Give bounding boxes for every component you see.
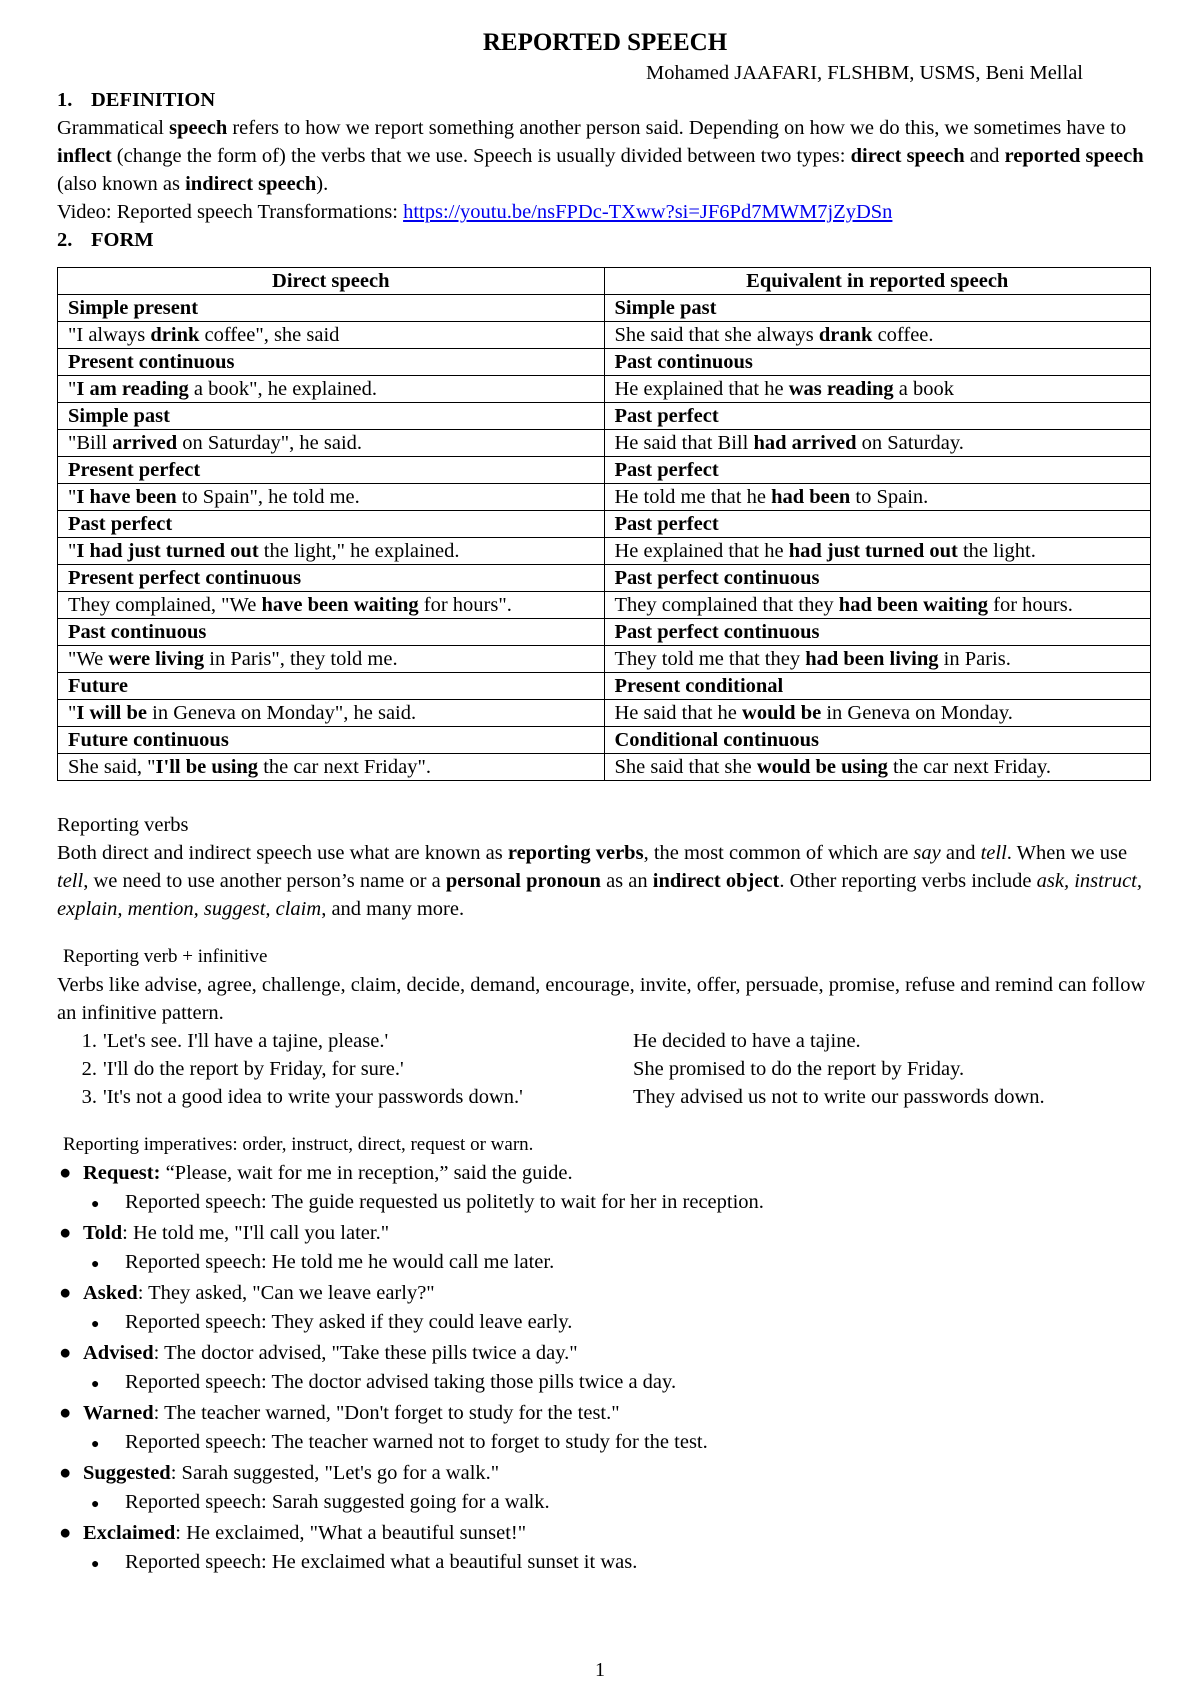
video-line: Video: Reported speech Transformations: https://youtu.be/nsFPDc-TXww?si=JF6Pd7MWM7jZyDSn: [57, 201, 893, 223]
tense-direct: Present perfect: [58, 457, 605, 484]
table-row-example: [58, 484, 1151, 511]
page-number: 1: [595, 1659, 605, 1681]
list-item: ● Warned: The teacher warned, "Don't forget to study for the test." ● Reported speech: The teacher warned not to forget to study for the test.: [57, 1399, 1153, 1459]
bullet-icon: ●: [91, 1497, 100, 1512]
bullet-icon: ●: [91, 1437, 100, 1452]
example-direct: "I had just turned out the light," he explained.: [58, 538, 605, 565]
infinitive-examples: [57, 1027, 1153, 1111]
tense-direct: Present perfect continuous: [58, 565, 605, 592]
reported-item: ● Reported speech: The teacher warned not to forget to study for the test.: [57, 1428, 1153, 1459]
example-direct: "I have been to Spain", he told me.: [58, 484, 605, 511]
example-direct: "I always drink coffee", she said: [58, 322, 605, 349]
tense-reported: Past perfect continuous: [604, 565, 1151, 592]
imperatives-list: [57, 1159, 1153, 1579]
bullet-icon: ●: [59, 1222, 72, 1244]
bullet-icon: ●: [59, 1282, 72, 1304]
tense-reported: Simple past: [604, 295, 1151, 322]
table-row-tense: [58, 727, 1151, 754]
bullet-icon: ●: [59, 1342, 72, 1364]
reported-sentence: She promised to do the report by Friday.: [633, 1058, 965, 1080]
bullet-icon: ●: [91, 1197, 100, 1212]
tense-direct: Future: [58, 673, 605, 700]
bullet-icon: ●: [59, 1462, 72, 1484]
table-row-example: [58, 538, 1151, 565]
reported-sentence: He decided to have a tajine.: [633, 1030, 861, 1052]
tense-reported: Past continuous: [604, 349, 1151, 376]
example-direct: "Bill arrived on Saturday", he said.: [58, 430, 605, 457]
list-item: ● Advised: The doctor advised, "Take these pills twice a day." ● Reported speech: The doctor advised taking those pills twice a day.: [57, 1339, 1153, 1399]
table-row-example: [58, 646, 1151, 673]
table-row-tense: [58, 295, 1151, 322]
example-reported: He explained that he was reading a book: [604, 376, 1151, 403]
tense-table: [57, 267, 1151, 781]
bullet-icon: ●: [59, 1522, 72, 1544]
reported-item: ● Reported speech: The guide requested us politetly to wait for her in reception.: [57, 1188, 1153, 1219]
tense-reported: Past perfect continuous: [604, 619, 1151, 646]
reported-sentence: They advised us not to write our passwords down.: [633, 1086, 1045, 1108]
example-reported: He explained that he had just turned out the light.: [604, 538, 1151, 565]
reported-item: ● Reported speech: Sarah suggested going for a walk.: [57, 1488, 1153, 1519]
example-reported: He told me that he had been to Spain.: [604, 484, 1151, 511]
column-header-direct: Direct speech: [58, 268, 605, 295]
reported-item: ● Reported speech: The doctor advised taking those pills twice a day.: [57, 1368, 1153, 1399]
author-line: Mohamed JAAFARI, FLSHBM, USMS, Beni Mellal: [646, 62, 1083, 84]
page-title: REPORTED SPEECH: [482, 29, 728, 56]
bullet-icon: ●: [91, 1317, 100, 1332]
document-page: [57, 26, 1153, 1579]
bullet-icon: ●: [59, 1402, 72, 1424]
tense-direct: Future continuous: [58, 727, 605, 754]
table-row-example: [58, 754, 1151, 781]
reported-item: ● Reported speech: He exclaimed what a beautiful sunset it was.: [57, 1548, 1153, 1579]
table-row-tense: [58, 457, 1151, 484]
table-row-example: [58, 430, 1151, 457]
example-direct: "We were living in Paris", they told me.: [58, 646, 605, 673]
list-item: ● Suggested: Sarah suggested, "Let's go for a walk." ● Reported speech: Sarah suggested going for a walk.: [57, 1459, 1153, 1519]
example-direct: "I will be in Geneva on Monday", he said.: [58, 700, 605, 727]
list-item: 3. 'It's not a good idea to write your passwords down.' They advised us not to write our passwords down.: [57, 1083, 1153, 1111]
example-reported: They told me that they had been living in Paris.: [604, 646, 1151, 673]
infinitive-heading: Reporting verb + infinitive: [63, 946, 268, 967]
example-direct: They complained, "We have been waiting for hours".: [58, 592, 605, 619]
example-direct: "I am reading a book", he explained.: [58, 376, 605, 403]
table-row-example: [58, 592, 1151, 619]
direct-quote: 'It's not a good idea to write your passwords down.': [103, 1086, 523, 1108]
example-direct: She said, "I'll be using the car next Friday".: [58, 754, 605, 781]
column-header-reported: Equivalent in reported speech: [604, 268, 1151, 295]
table-row-example: [58, 322, 1151, 349]
table-row-tense: [58, 673, 1151, 700]
list-item: ● Exclaimed: He exclaimed, "What a beautiful sunset!" ● Reported speech: He exclaimed what a beautiful sunset it was.: [57, 1519, 1153, 1579]
table-row-example: [58, 700, 1151, 727]
table-row-tense: [58, 619, 1151, 646]
example-reported: He said that he would be in Geneva on Monday.: [604, 700, 1151, 727]
table-row-example: [58, 376, 1151, 403]
tense-direct: Past continuous: [58, 619, 605, 646]
bullet-icon: ●: [91, 1377, 100, 1392]
list-item: ● Told: He told me, "I'll call you later." ● Reported speech: He told me he would call me later.: [57, 1219, 1153, 1279]
table-row-tense: [58, 565, 1151, 592]
imperatives-heading: Reporting imperatives: order, instruct, direct, request or warn.: [63, 1134, 534, 1155]
reporting-verbs-heading: Reporting verbs: [57, 814, 189, 836]
section-heading-form: 2. FORM: [57, 229, 154, 251]
tense-direct: Present continuous: [58, 349, 605, 376]
bullet-icon: ●: [59, 1162, 72, 1184]
tense-reported: Present conditional: [604, 673, 1151, 700]
tense-direct: Simple past: [58, 403, 605, 430]
tense-reported: Conditional continuous: [604, 727, 1151, 754]
reported-item: ● Reported speech: They asked if they could leave early.: [57, 1308, 1153, 1339]
tense-reported: Past perfect: [604, 457, 1151, 484]
bullet-icon: ●: [91, 1557, 100, 1572]
tense-direct: Simple present: [58, 295, 605, 322]
definition-paragraph: Grammatical speech refers to how we report something another person said. Depending on how we do this, we sometimes have to inflect (change the form of) the verbs that we use. Speech is usually divided between two types: direct speech and reported speech (also known as indirect speech).: [57, 117, 1144, 195]
list-item: ● Asked: They asked, "Can we leave early?" ● Reported speech: They asked if they could leave early.: [57, 1279, 1153, 1339]
infinitive-paragraph: Verbs like advise, agree, challenge, claim, decide, demand, encourage, invite, offer, persuade, promise, refuse and remind can follow an infinitive pattern.: [57, 974, 1146, 1024]
bullet-icon: ●: [91, 1257, 100, 1272]
reported-item: ● Reported speech: He told me he would call me later.: [57, 1248, 1153, 1279]
example-reported: He said that Bill had arrived on Saturday.: [604, 430, 1151, 457]
list-item: 1. 'Let's see. I'll have a tajine, please.' He decided to have a tajine.: [57, 1027, 1153, 1055]
video-link[interactable]: https://youtu.be/nsFPDc-TXww?si=JF6Pd7MWM7jZyDSn: [403, 201, 893, 223]
list-item: ● Request: “Please, wait for me in reception,” said the guide. ● Reported speech: The guide requested us politetly to wait for her in reception.: [57, 1159, 1153, 1219]
direct-quote: 'I'll do the report by Friday, for sure.': [103, 1058, 404, 1080]
reporting-verbs-paragraph: Both direct and indirect speech use what are known as reporting verbs, the most common of which are say and tell. When we use tell, we need to use another person’s name or a personal pronoun as an indirect object. Other reporting verbs include ask, instruct, explain, mention, suggest, claim, and many more.: [57, 842, 1142, 920]
table-row-tense: [58, 511, 1151, 538]
direct-quote: 'Let's see. I'll have a tajine, please.': [103, 1030, 389, 1052]
example-reported: She said that she always drank coffee.: [604, 322, 1151, 349]
tense-reported: Past perfect: [604, 511, 1151, 538]
table-row-tense: [58, 349, 1151, 376]
example-reported: She said that she would be using the car next Friday.: [604, 754, 1151, 781]
list-item: 2. 'I'll do the report by Friday, for sure.' She promised to do the report by Friday.: [57, 1055, 1153, 1083]
tense-direct: Past perfect: [58, 511, 605, 538]
section-heading-definition: 1. DEFINITION: [57, 89, 216, 111]
tense-reported: Past perfect: [604, 403, 1151, 430]
example-reported: They complained that they had been waiting for hours.: [604, 592, 1151, 619]
table-row-tense: [58, 403, 1151, 430]
